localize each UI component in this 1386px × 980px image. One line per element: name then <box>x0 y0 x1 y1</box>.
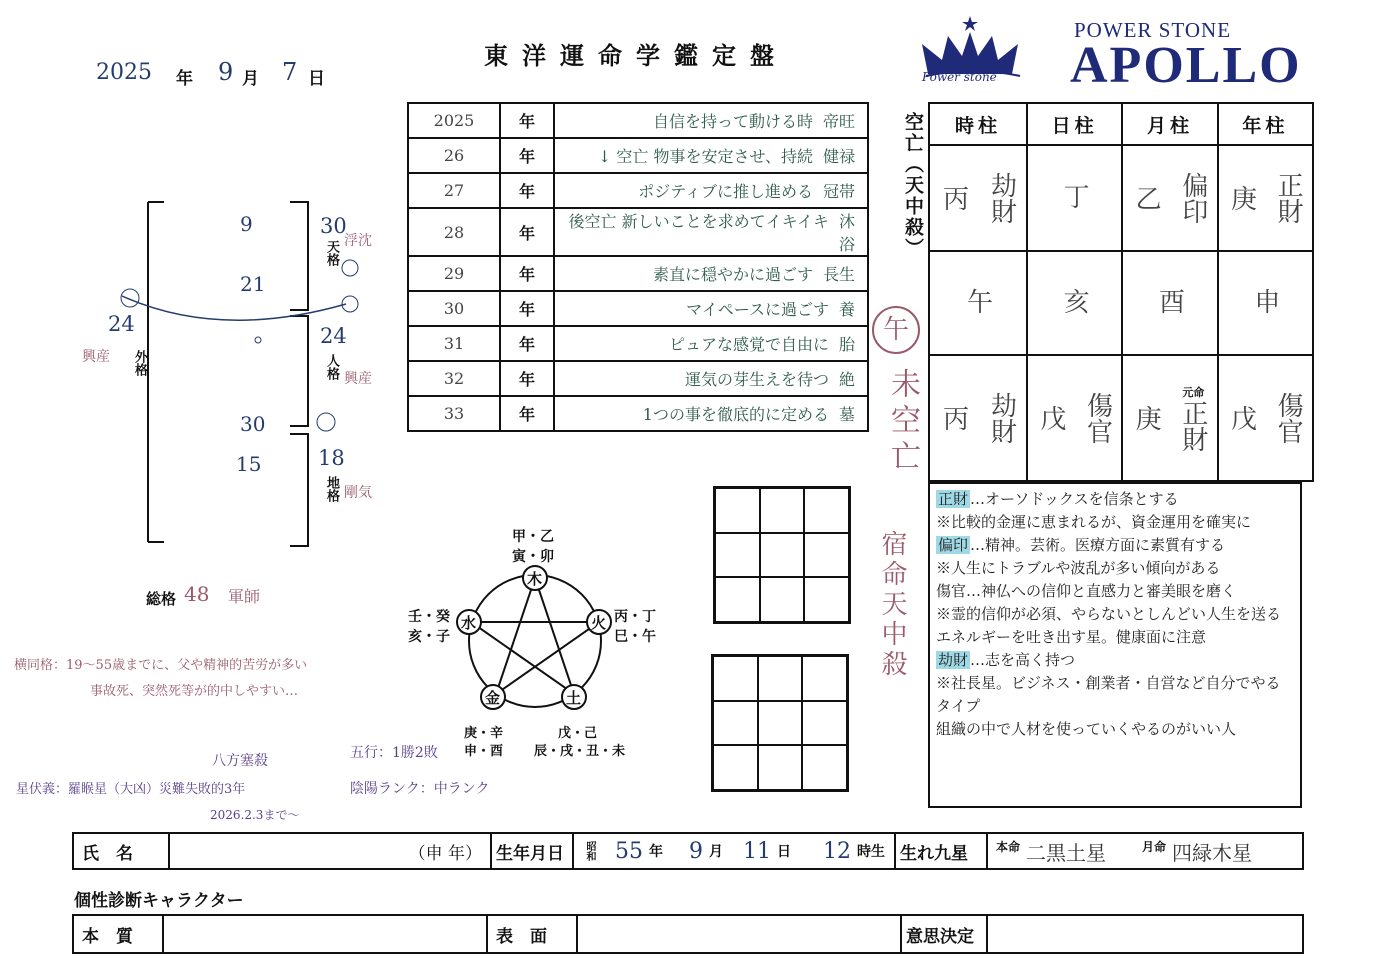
total-value: 48 <box>184 582 210 606</box>
earth-branches: 辰・戌・丑・未 <box>534 744 626 759</box>
metal-element: 金 <box>485 689 501 707</box>
fortune-year: 27 <box>408 173 500 208</box>
name-mid-number-1: 30 <box>240 412 266 436</box>
fortune-keyword: 墓 <box>838 405 855 424</box>
fortune-row <box>408 291 868 326</box>
fortune-description <box>554 291 868 326</box>
fortune-row <box>408 361 868 396</box>
fire-element: 火 <box>591 614 607 632</box>
metal-stems: 庚・辛 <box>464 726 504 741</box>
note-line <box>936 557 1294 580</box>
fire-stems: 丙・丁 <box>614 609 656 625</box>
fortune-keyword: 絶 <box>838 370 855 389</box>
ishi-field[interactable] <box>988 916 1302 952</box>
hour-branch: 午 <box>962 288 993 314</box>
honmei-label: 本命 <box>996 840 1021 854</box>
chi-note: 剛気 <box>344 485 372 501</box>
date-month: 9 <box>218 58 234 86</box>
note-text: …志を高く持つ <box>970 651 1076 669</box>
getsumei-label: 月命 <box>1142 840 1167 854</box>
kubou-hand-note: 宿命天中殺 <box>877 530 907 680</box>
nine-star-cell[interactable] <box>988 834 1302 868</box>
getsumei-value: 四緑木星 <box>1172 840 1253 865</box>
fortune-year-label: 年 <box>500 396 554 431</box>
year-hidden-stem: 戊 <box>1226 405 1257 431</box>
fortune-row <box>408 208 868 256</box>
grid-upper <box>713 486 851 624</box>
month-hidden-star: 正財 <box>1177 400 1208 452</box>
fortune-keyword: 胎 <box>838 335 855 354</box>
name-top-number-2: 21 <box>240 272 266 296</box>
note-text: ※比較的金運に恵まれるが、資金運用を確実に <box>936 513 1252 531</box>
note-line <box>936 488 1294 511</box>
month-hidden-stem: 庚 <box>1131 405 1162 431</box>
left-note-1: 横同格：19〜55歳までに、父や精神的苦労が多い <box>14 658 308 673</box>
fortune-text: 運気の芽生えを待つ <box>684 370 829 389</box>
kubou-sign: 午 <box>872 306 920 354</box>
name-top-number-1: 9 <box>240 212 253 236</box>
fortune-row <box>408 138 868 173</box>
fortune-row <box>408 326 868 361</box>
fortune-text: 素直に穏やかに過ごす <box>652 265 813 284</box>
fortune-year: 30 <box>408 291 500 326</box>
month-branch: 酉 <box>1154 288 1185 314</box>
nine-star-label: 生れ九星 <box>896 834 988 868</box>
hour-hidden-stem: 丙 <box>938 405 969 431</box>
fortune-keyword: 沐浴 <box>838 212 855 254</box>
gai-note: 興産 <box>82 349 110 365</box>
fortune-row <box>408 173 868 208</box>
birth-cell[interactable] <box>574 834 896 868</box>
logo-script: Power stone <box>922 70 997 84</box>
fortune-text: 後空亡 新しいことを求めてイキイキ <box>568 212 829 231</box>
wuxing-diagram <box>400 510 660 760</box>
ten-label: 天格 <box>324 240 339 266</box>
birth-month-label: 月 <box>709 844 723 860</box>
fortune-keyword: 養 <box>838 300 855 319</box>
pillar-table <box>928 102 1314 482</box>
fortune-keyword: 冠帯 <box>822 182 855 201</box>
day-hidden-star: 傷官 <box>1082 392 1113 444</box>
birth-year: 55 <box>615 838 643 864</box>
fortune-keyword: 健禄 <box>822 147 855 166</box>
fortune-keyword: 長生 <box>822 265 855 284</box>
birth-label: 生年月日 <box>492 834 574 868</box>
year-hidden-star: 傷官 <box>1273 392 1304 444</box>
year-star: 正財 <box>1273 172 1304 224</box>
fortune-text: 1つの事を徹底的に定める <box>642 405 829 424</box>
water-stems: 壬・癸 <box>408 609 450 625</box>
date-year-label: 年 <box>176 69 193 89</box>
date-day-label: 日 <box>308 69 325 89</box>
fortune-row <box>408 396 868 431</box>
birth-day-label: 日 <box>777 844 791 860</box>
left-note-4: 星伏義：羅睺星（大凶）災難失敗的3年 <box>16 782 246 797</box>
year-stem: 庚 <box>1226 185 1257 211</box>
chi-value: 18 <box>318 446 345 470</box>
ten-value: 30 <box>320 214 347 238</box>
pillar-header-day: 日柱 <box>1027 103 1122 145</box>
note-highlight: 劫財 <box>938 651 969 669</box>
zodiac-cell[interactable] <box>170 834 492 868</box>
fortune-description <box>554 396 868 431</box>
crown-logo <box>908 14 1038 90</box>
jin-note: 興産 <box>344 371 372 387</box>
honshitsu-field[interactable] <box>164 916 488 952</box>
kubou-hand-vertical: 未空亡 <box>885 368 920 476</box>
fortune-year: 2025 <box>408 103 500 138</box>
hyomen-label: 表 面 <box>488 916 578 952</box>
ten-note: 浮沈 <box>344 233 372 249</box>
day-stem: 丁 <box>1059 183 1090 209</box>
brand-name: APOLLO <box>1070 37 1302 94</box>
wood-branches: 寅・卯 <box>512 549 554 565</box>
note-text: …精神。芸術。医療方面に素質有する <box>970 536 1226 554</box>
fortune-year-label: 年 <box>500 103 554 138</box>
note-text: エネルギーを吐き出す星。健康面に注意 <box>936 628 1207 646</box>
fortune-text: ↓ 空亡 物事を安定させ、持続 <box>597 147 813 166</box>
genmei-label: 元命 <box>1182 386 1205 399</box>
note-line <box>936 511 1294 534</box>
month-stem: 乙 <box>1131 185 1162 211</box>
metal-branches: 申・酉 <box>464 744 504 759</box>
fortune-year-label: 年 <box>500 138 554 173</box>
left-note-7: 陰陽ランク：中ランク <box>350 781 490 797</box>
note-line <box>936 649 1294 672</box>
era: 昭和 <box>584 841 595 861</box>
birth-month: 9 <box>689 838 703 864</box>
left-note-3: 八方塞殺 <box>212 753 268 769</box>
wood-stems: 甲・乙 <box>512 529 554 545</box>
fortune-year-label: 年 <box>500 291 554 326</box>
note-text: ※人生にトラブルや波乱が多い傾向がある <box>936 559 1221 577</box>
kubou-label: 空亡（天中殺） <box>902 112 924 259</box>
fire-branches: 巳・午 <box>614 629 656 645</box>
fortune-year: 29 <box>408 256 500 291</box>
fortune-year: 31 <box>408 326 500 361</box>
earth-stems: 戊・己 <box>558 726 598 741</box>
fortune-description <box>554 361 868 396</box>
birth-year-label: 年 <box>649 844 663 860</box>
year-branch: 申 <box>1249 288 1280 314</box>
fortune-description <box>554 208 868 256</box>
day-hidden-stem: 戊 <box>1035 405 1066 431</box>
note-text: 組織の中で人材を使っていくやるのがいい人 <box>936 720 1237 738</box>
fortune-year: 32 <box>408 361 500 396</box>
note-highlight: 偏印 <box>938 536 969 554</box>
date-year: 2025 <box>96 60 152 85</box>
hour-star: 劫財 <box>986 172 1017 224</box>
hyomen-field[interactable] <box>578 916 902 952</box>
left-note-5: 2026.2.3まで〜 <box>210 808 300 822</box>
brand-sub: POWER STONE <box>1074 18 1232 42</box>
hour-hidden-star: 劫財 <box>986 392 1017 444</box>
fortune-row <box>408 103 868 138</box>
fortune-year: 33 <box>408 396 500 431</box>
jin-value: 24 <box>320 324 347 348</box>
name-label: 氏 名 <box>74 834 170 868</box>
left-note-6: 五行：1勝2敗 <box>350 745 438 761</box>
fortune-table <box>407 102 869 432</box>
note-text: …オーソドックスを信条とする <box>970 490 1179 508</box>
gai-value: 24 <box>108 312 135 336</box>
fortune-description <box>554 103 868 138</box>
total-label: 総格 <box>146 590 177 608</box>
left-note-2: 事故死、突然死等が的中しやすい… <box>90 684 299 699</box>
birth-hour: 12 <box>823 838 851 864</box>
page-title: 東洋運命学鑑定盤 <box>484 42 788 70</box>
note-text: ※霊的信仰が必須、やらないとしんどい人生を送る <box>936 605 1282 623</box>
gai-label: 外格 <box>132 350 147 376</box>
name-chart <box>82 190 400 570</box>
fortune-year: 26 <box>408 138 500 173</box>
jin-label: 人格 <box>324 354 339 380</box>
note-line <box>936 718 1294 741</box>
birth-hour-label: 時生 <box>857 844 885 860</box>
fortune-year-label: 年 <box>500 173 554 208</box>
fortune-row <box>408 256 868 291</box>
honmei-value: 二黒土星 <box>1026 840 1107 865</box>
note-text: ※社長星。ビジネス・創業者・自営など自分でやるタイプ <box>936 674 1281 715</box>
pillar-header-hour: 時柱 <box>929 103 1027 145</box>
fortune-year-label: 年 <box>500 256 554 291</box>
zodiac-value: （申 年） <box>408 843 482 864</box>
fortune-text: ポジティブに推し進める <box>638 182 813 201</box>
name-row <box>72 832 1304 870</box>
note-highlight: 正財 <box>938 490 969 508</box>
fortune-description <box>554 173 868 208</box>
character-row <box>72 914 1304 954</box>
fortune-year-label: 年 <box>500 208 554 256</box>
hour-stem: 丙 <box>938 185 969 211</box>
day-branch: 亥 <box>1059 288 1090 314</box>
pillar-header-year: 年柱 <box>1218 103 1313 145</box>
fortune-keyword: 帝旺 <box>822 112 855 131</box>
note-text: 傷官…神仏への信仰と直感力と審美眼を磨く <box>936 582 1237 600</box>
total-note: 軍師 <box>228 587 261 606</box>
name-mid-number-2: 15 <box>236 452 262 476</box>
ishi-label: 意思決定 <box>902 916 988 952</box>
earth-element: 土 <box>566 689 582 707</box>
fortune-description <box>554 138 868 173</box>
fortune-year-label: 年 <box>500 326 554 361</box>
date-month-label: 月 <box>242 69 259 89</box>
character-label: 個性診断キャラクター <box>74 891 244 911</box>
fortune-year: 28 <box>408 208 500 256</box>
wood-element: 木 <box>527 570 543 588</box>
water-branches: 亥・子 <box>408 629 450 645</box>
month-star: 偏印 <box>1177 172 1208 224</box>
note-line <box>936 672 1294 718</box>
fortune-description <box>554 256 868 291</box>
notes-box <box>928 482 1302 808</box>
water-element: 水 <box>461 614 477 632</box>
birth-day: 11 <box>743 838 771 864</box>
fortune-text: マイペースに過ごす <box>686 300 829 319</box>
note-line <box>936 580 1294 603</box>
grid-lower <box>711 654 849 792</box>
date-day: 7 <box>282 58 298 86</box>
note-line <box>936 534 1294 557</box>
note-line <box>936 603 1294 626</box>
fortune-description <box>554 326 868 361</box>
fortune-text: ピュアな感覚で自由に <box>668 335 829 354</box>
fortune-year-label: 年 <box>500 361 554 396</box>
pillar-header-month: 月柱 <box>1122 103 1217 145</box>
note-line <box>936 626 1294 649</box>
fortune-text: 自信を持って動ける時 <box>652 112 813 131</box>
honshitsu-label: 本 質 <box>74 916 164 952</box>
chi-label: 地格 <box>324 476 339 502</box>
